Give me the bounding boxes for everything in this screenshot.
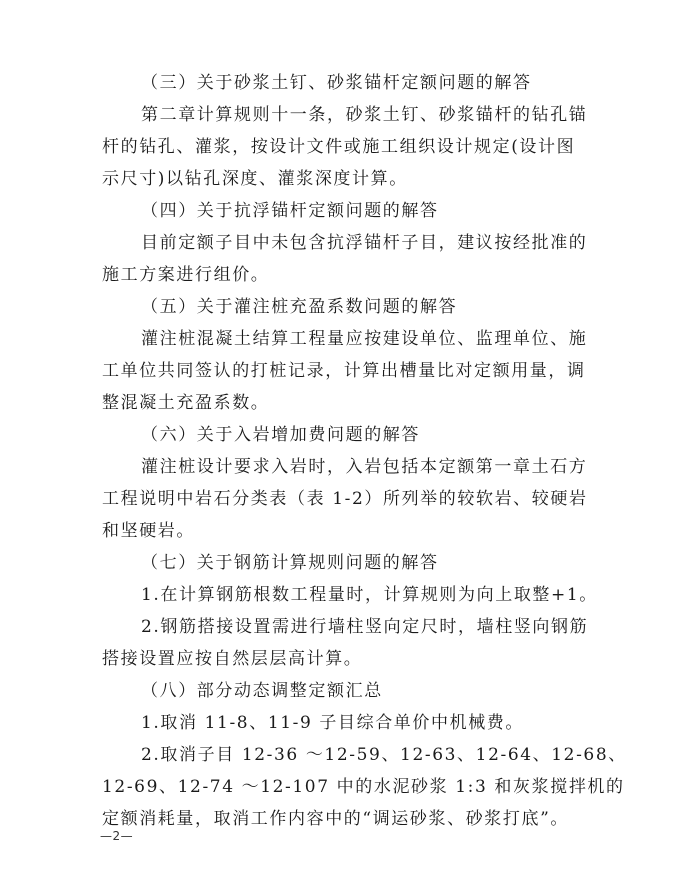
section-3-line-2: 杆的钻孔、灌浆，按设计文件或施工组织设计规定(设计图 [102,137,576,157]
section-3-line-3: 示尺寸)以钻孔深度、灌浆深度计算。 [102,169,408,189]
page-number: —2— [100,829,134,843]
section-4-line-2: 施工方案进行组价。 [102,265,270,285]
section-7-line-3: 搭接设置应按自然层层高计算。 [102,649,363,669]
section-5-heading: （五）关于灌注桩充盈系数问题的解答 [141,297,458,317]
section-3-line-1: 第二章计算规则十一条，砂浆土钉、砂浆锚杆的钻孔锚 [141,105,588,125]
section-5-line-3: 整混凝土充盈系数。 [102,393,270,413]
section-4-line-1: 目前定额子目中未包含抗浮锚杆子目，建议按经批准的 [141,233,588,253]
section-5-line-1: 灌注桩混凝土结算工程量应按建设单位、监理单位、施 [141,329,588,349]
section-8-line-3: 12-69、12-74 ～12-107 中的水泥砂浆 1:3 和灰浆搅拌机的 [102,777,625,797]
section-7-line-1: 1.在计算钢筋根数工程量时，计算规则为向上取整+1。 [141,585,598,605]
section-8-heading: （八）部分动态调整定额汇总 [141,681,383,701]
section-8-line-1: 1.取消 11-8、11-9 子目综合单价中机械费。 [141,713,525,733]
section-6-line-3: 和坚硬岩。 [102,521,195,541]
section-6-line-1: 灌注桩设计要求入岩时，入岩包括本定额第一章土石方 [141,457,588,477]
section-7-line-2: 2.钢筋搭接设置需进行墙柱竖向定尺时，墙柱竖向钢筋 [141,617,589,637]
section-6-line-2: 工程说明中岩石分类表（表 1-2）所列举的较软岩、较硬岩 [102,489,588,509]
section-3-heading: （三）关于砂浆土钉、砂浆锚杆定额问题的解答 [141,73,532,93]
section-8-line-2: 2.取消子目 12-36 ～12-59、12-63、12-64、12-68、 [141,745,627,765]
section-8-line-4: 定额消耗量，取消工作内容中的“调运砂浆、砂浆打底”。 [102,809,569,829]
section-7-heading: （七）关于钢筋计算规则问题的解答 [141,553,439,573]
section-5-line-2: 工单位共同签认的打桩记录，计算出槽量比对定额用量，调 [102,361,586,381]
section-6-heading: （六）关于入岩增加费问题的解答 [141,425,420,445]
section-4-heading: （四）关于抗浮锚杆定额问题的解答 [141,201,439,221]
